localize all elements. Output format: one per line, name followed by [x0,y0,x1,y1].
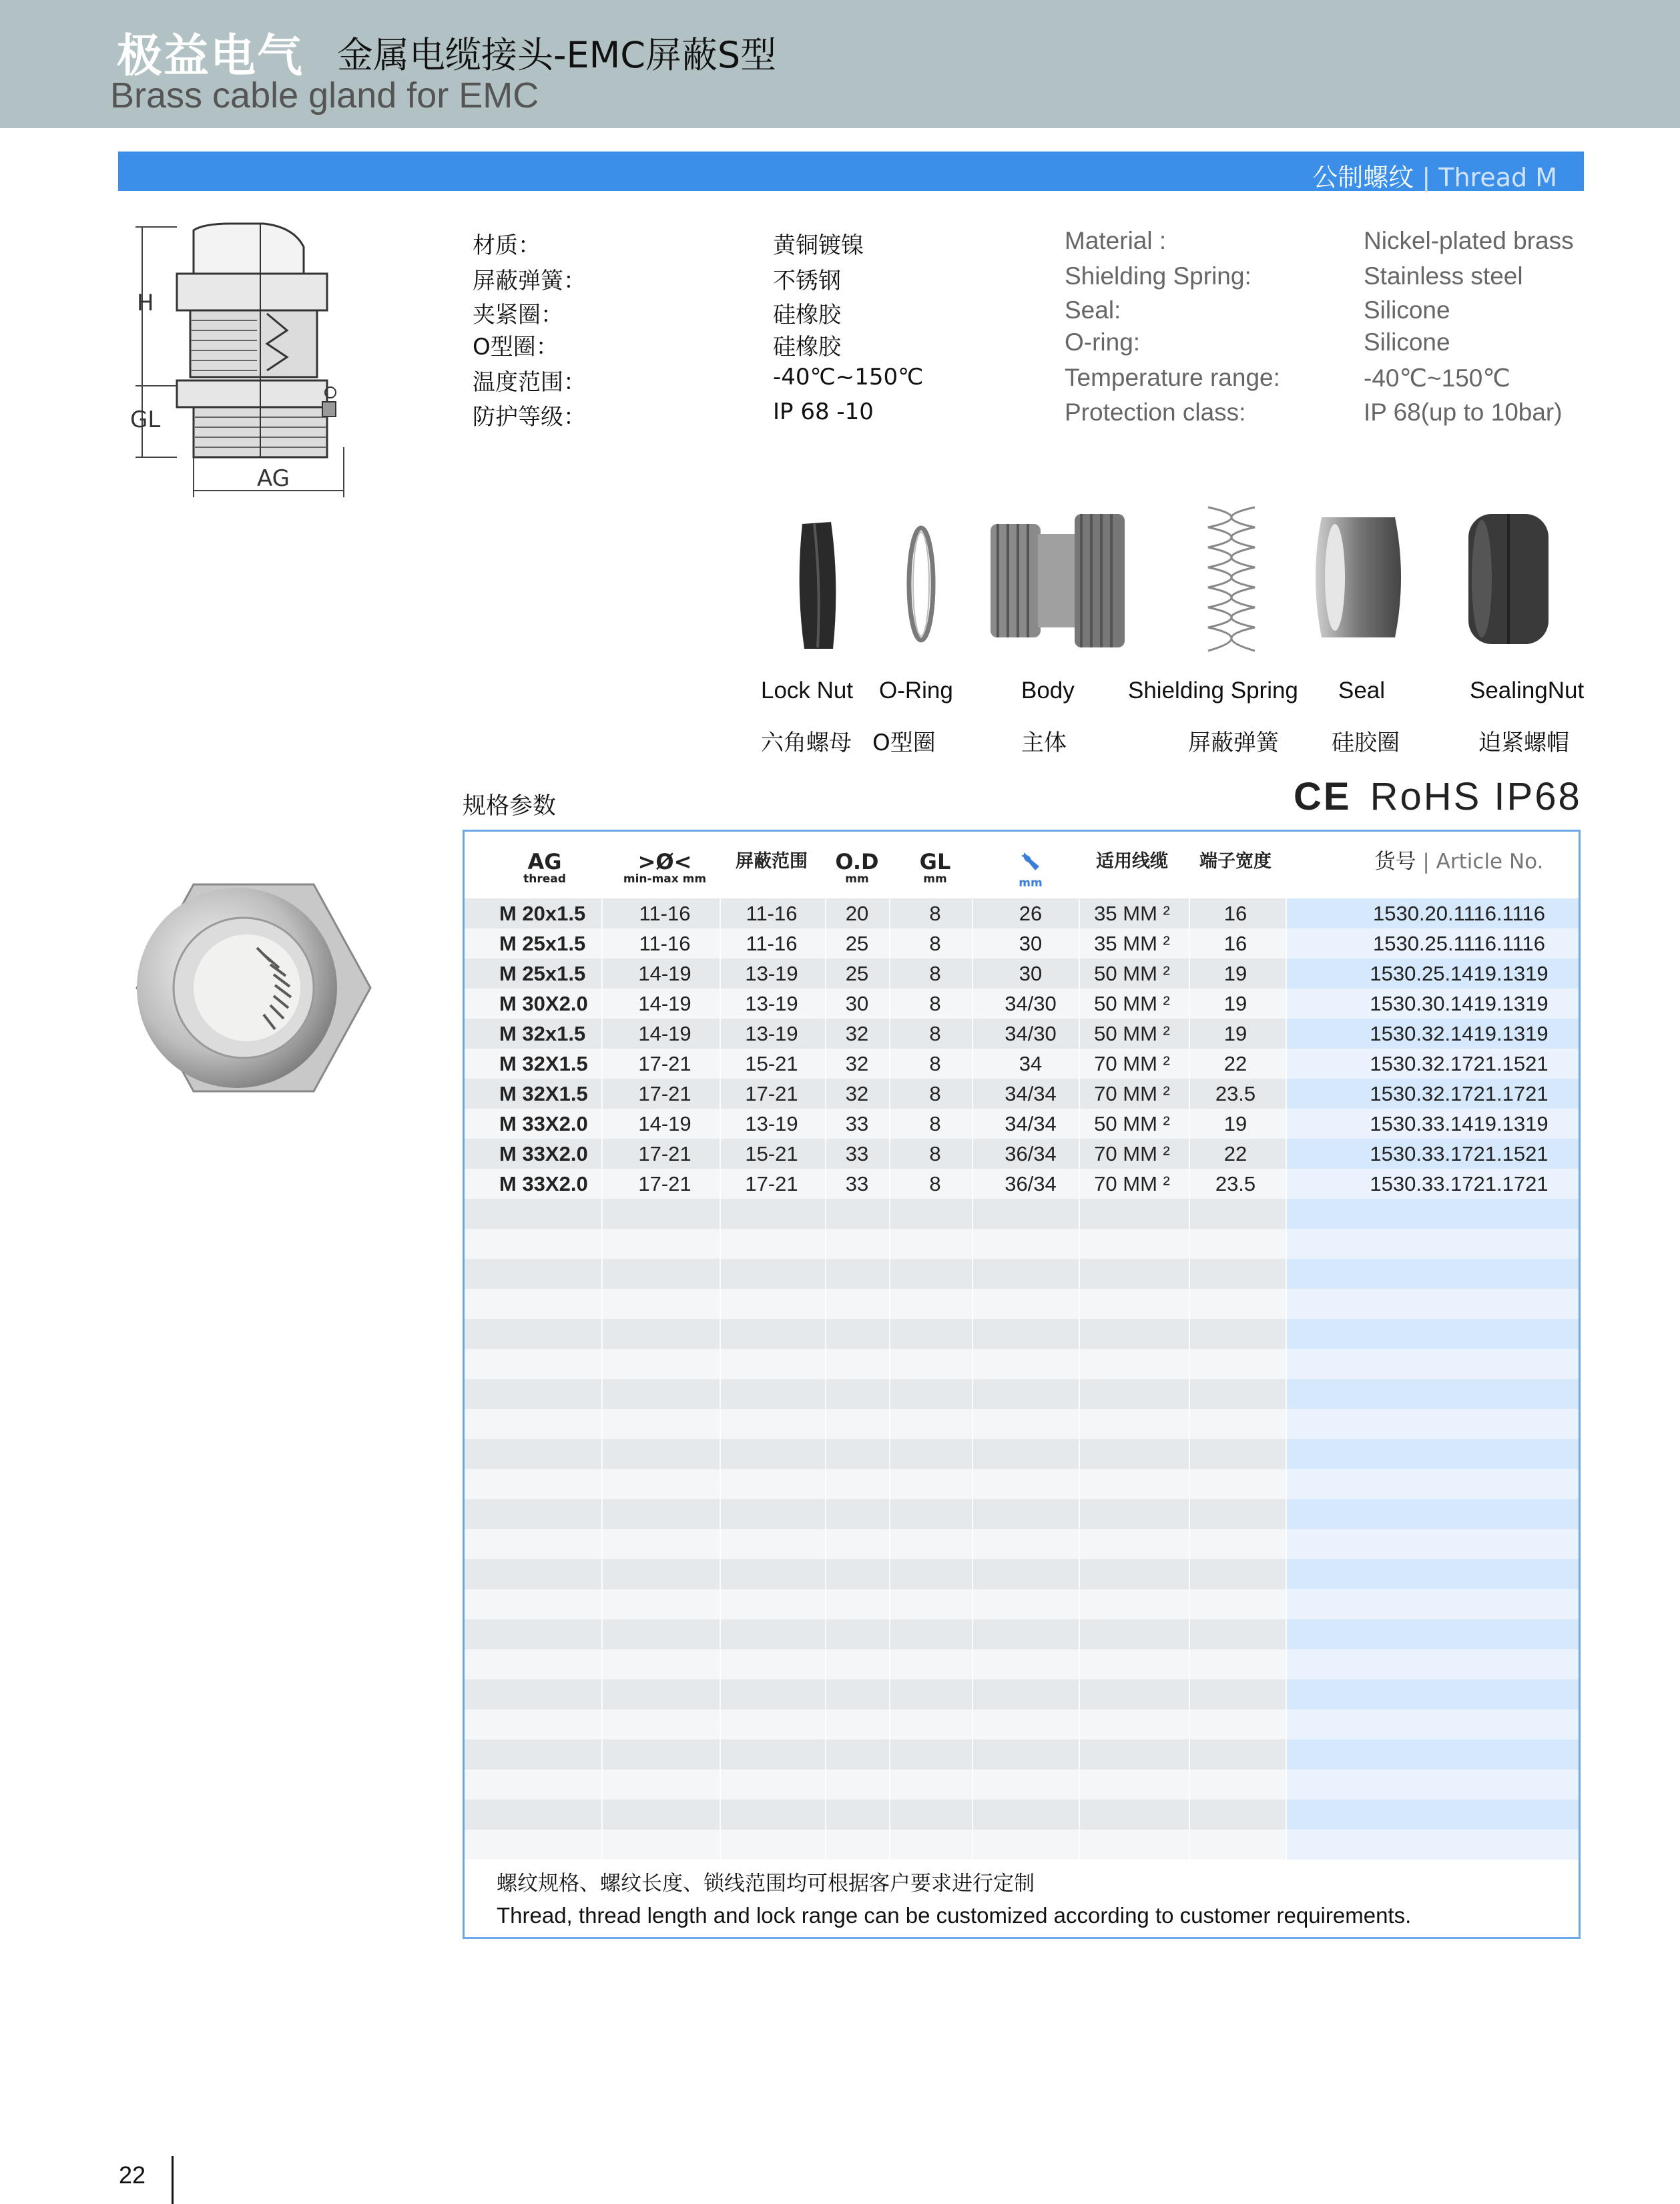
table-column-line [889,895,890,1886]
diagram-gl-label: GL [130,406,161,433]
spec-en-label: Protection class: [1065,398,1246,426]
table-stripe-right [1286,1529,1579,1559]
table-cell: 8 [929,1142,941,1165]
body-icon [988,511,1128,651]
table-cell: 36/34 [1005,1142,1057,1165]
table-header-unit: mm [1019,876,1043,890]
table-cell: 16 [1223,902,1247,925]
table-header-unit: mm [845,872,869,886]
spec-en-value: Stainless steel [1364,262,1523,290]
table-cell: 34/30 [1005,1022,1057,1045]
part-label-en: Lock Nut [761,677,854,704]
part-label-en: Body [1021,677,1075,704]
spec-cn-label: 防护等级： [473,404,586,431]
table-stripe-left [465,1469,1286,1499]
sealing-nut-icon [1462,511,1555,647]
table-cell: 33 [845,1142,869,1165]
table-stripe [465,1529,1579,1559]
table-stripe-right [1286,1800,1579,1830]
table-stripe-left [465,1319,1286,1349]
table-stripe-right [1286,1259,1579,1289]
table-stripe [465,1649,1579,1679]
table-stripe-left [465,1349,1286,1379]
table-stripe-left [465,1679,1286,1709]
table-header-cell [827,850,887,885]
table-cell: 14-19 [638,1112,691,1135]
table-cell: 8 [929,1052,941,1075]
table-cell: 1530.20.1116.1116 [1372,902,1545,925]
table-header-cell [1326,850,1581,873]
table-stripe-right [1286,1409,1579,1439]
part-label-en: Shielding Spring [1128,677,1298,704]
table-cell: 25 [845,962,869,985]
table-header-label: >Ø< [637,849,692,874]
table-header-cell [488,850,601,885]
table-stripe-right [1286,1589,1579,1619]
part-label-cn: 屏蔽弹簧 [1188,730,1279,756]
title-en: Brass cable gland for EMC [110,75,539,115]
table-cell: 23.5 [1215,1082,1256,1105]
table-cell: 1530.30.1419.1319 [1370,992,1549,1015]
table-cell: M 30X2.0 [499,992,588,1015]
table-column-line [720,895,721,1886]
table-stripe [465,1379,1579,1409]
spec-cn-value: -40℃~150℃ [773,364,924,390]
table-cell: 34/34 [1005,1112,1057,1135]
table-cell: 33 [845,1172,869,1195]
table-stripe [465,1289,1579,1319]
table-stripe-left [465,1409,1286,1439]
table-header-cell [1075,850,1189,873]
spec-en-value: Silicone [1364,328,1450,356]
table-stripe-right [1286,1649,1579,1679]
table-cell: 17-21 [638,1172,691,1195]
table-stripe [465,1679,1579,1709]
table-stripe-left [465,1559,1286,1589]
spec-cn-value: 硅橡胶 [773,334,841,360]
spec-table [463,830,1581,1939]
table-stripe-left [465,1199,1286,1229]
table-cell: 1530.33.1721.1521 [1370,1142,1549,1165]
table-cell: 19 [1223,962,1247,985]
title-cn: 金属电缆接头-EMC屏蔽S型 [337,34,777,76]
table-stripe-left [465,1439,1286,1469]
table-stripe-left [465,1289,1286,1319]
wrench-icon [1019,850,1042,873]
table-stripe-left [465,1379,1286,1409]
table-cell: 17-21 [638,1082,691,1105]
table-stripe-left [465,1800,1286,1830]
table-cell: 32 [845,1052,869,1075]
article-header-cn: 货号 [1374,850,1416,874]
table-header-label: 屏蔽范围 [736,851,808,872]
table-cell: 17-21 [745,1082,798,1105]
thread-bar [118,152,1584,191]
table-cell: 1530.33.1419.1319 [1370,1112,1549,1135]
table-cell: 17-21 [638,1052,691,1075]
part-label-cn: O型圈 [872,730,936,756]
part-label-en: O-Ring [879,677,953,704]
table-cell: 25 [845,932,869,955]
part-label-cn: 迫紧螺帽 [1478,730,1569,756]
table-header-label [1326,850,1581,873]
spec-en-value: IP 68(up to 10bar) [1364,398,1563,426]
table-stripe-left [465,1529,1286,1559]
table-column-line [1286,895,1287,1886]
ce-mark-icon: CE [1294,775,1352,818]
seal-icon [1308,514,1408,641]
table-stripe [465,1319,1579,1349]
table-cell: 50 MM ² [1094,992,1170,1015]
table-header-unit: thread [523,872,566,886]
table-stripe [465,1469,1579,1499]
table-header-label: 端子宽度 [1199,851,1272,872]
table-column-line [825,895,826,1886]
table-cell: 22 [1223,1052,1247,1075]
table-cell: 19 [1223,1022,1247,1045]
table-cell: M 32x1.5 [499,1022,586,1045]
table-stripe-left [465,1229,1286,1259]
table-stripe-right [1286,1229,1579,1259]
table-cell: M 33X2.0 [499,1142,588,1165]
table-cell: 22 [1223,1142,1247,1165]
table-cell: 14-19 [638,1022,691,1045]
table-cell: 34/34 [1005,1082,1057,1105]
table-stripe [465,1619,1579,1649]
table-cell: 70 MM ² [1094,1082,1170,1105]
thread-label-cn: 公制螺纹 [1312,163,1414,192]
table-cell: 8 [929,1022,941,1045]
table-stripe-right [1286,1679,1579,1709]
spec-cn-label: O型圈： [473,334,559,360]
table-cell: 8 [929,1082,941,1105]
table-cell: 23.5 [1215,1172,1256,1195]
diagram-ag-label: AG [257,465,290,492]
spec-cn-label: 夹紧圈： [473,302,563,328]
part-label-en: Seal [1338,677,1386,704]
o-ring-icon [904,524,938,644]
table-header-cell [618,850,712,885]
table-cell: 14-19 [638,992,691,1015]
spec-en-value: Silicone [1364,296,1450,324]
table-cell: 26 [1019,902,1043,925]
lock-nut-icon [794,521,841,651]
table-stripe-right [1286,1349,1579,1379]
table-cell: 13-19 [745,1022,798,1045]
thread-label-en: Thread M [1438,163,1557,192]
dimension-diagram [130,220,370,501]
table-stripe-right [1286,1739,1579,1769]
spec-en-label: Seal: [1065,296,1121,324]
spec-cn-value: 不锈钢 [773,268,841,294]
shielding-spring-icon [1195,501,1268,657]
table-cell: 36/34 [1005,1172,1057,1195]
spec-cn-label: 材质： [473,232,541,259]
table-stripe [465,1559,1579,1589]
table-cell: M 20x1.5 [499,902,586,925]
table-note-en: Thread, thread length and lock range can be customized according to customer requirements. [497,1903,1412,1928]
table-cell: 13-19 [745,1112,798,1135]
spec-en-value: -40℃~150℃ [1364,364,1510,392]
part-label-cn: 六角螺母 [761,730,852,756]
table-cell: 33 [845,1112,869,1135]
table-stripe [465,1199,1579,1229]
table-stripe [465,1499,1579,1529]
table-stripe-right [1286,1559,1579,1589]
article-header-en: | Article No. [1416,850,1544,874]
table-stripe-right [1286,1439,1579,1469]
table-cell: 1530.25.1116.1116 [1372,932,1545,955]
table-stripe-right [1286,1619,1579,1649]
diagram-h-label: H [137,290,154,316]
table-header-unit: min-max mm [623,872,707,886]
table-cell: 15-21 [745,1142,798,1165]
table-cell: 20 [845,902,869,925]
table-stripe [465,1800,1579,1830]
table-cell: 35 MM ² [1094,902,1170,925]
table-cell: M 25x1.5 [499,962,586,985]
thread-label-sep: | [1414,163,1439,192]
table-cell: 70 MM ² [1094,1172,1170,1195]
table-cell: 32 [845,1082,869,1105]
table-stripe [465,1349,1579,1379]
table-stripe [465,1259,1579,1289]
table-cell: 70 MM ² [1094,1052,1170,1075]
table-cell: 8 [929,932,941,955]
table-cell: 1530.32.1419.1319 [1370,1022,1549,1045]
table-cell: 17-21 [638,1142,691,1165]
table-stripe-left [465,1769,1286,1800]
table-header-cell [1195,850,1276,873]
spec-en-label: Temperature range: [1065,364,1280,391]
table-header-label: AG [527,849,562,874]
spec-cn-value: 黄铜镀镍 [773,232,864,259]
table-note-cn: 螺纹规格、螺纹长度、锁线范围均可根据客户要求进行定制 [497,1872,1035,1896]
table-cell: 70 MM ² [1094,1142,1170,1165]
table-cell: 35 MM ² [1094,932,1170,955]
table-cell: 8 [929,1172,941,1195]
table-cell: 11-16 [639,902,691,925]
table-stripe-left [465,1259,1286,1289]
table-column-line [972,895,973,1886]
table-header-label: GL [919,849,951,874]
part-label-en: SealingNut [1470,677,1585,704]
table-cell: 8 [929,962,941,985]
spec-cn-label: 屏蔽弹簧： [473,268,586,294]
table-stripe-right [1286,1769,1579,1800]
spec-en-value: Nickel-plated brass [1364,227,1574,254]
table-stripe-left [465,1830,1286,1860]
spec-cn-value: 硅橡胶 [773,302,841,328]
table-header-cell [722,850,822,873]
table-header-unit: mm [923,872,947,886]
part-label-cn: 主体 [1021,730,1067,756]
table-stripe [465,1409,1579,1439]
table-stripe-right [1286,1319,1579,1349]
table-cell: 8 [929,992,941,1015]
table-stripe-right [1286,1199,1579,1229]
table-cell: M 32X1.5 [499,1082,588,1105]
table-cell: 13-19 [745,992,798,1015]
table-stripe-right [1286,1709,1579,1739]
table-header-label [994,850,1067,877]
spec-en-label: Material : [1065,227,1167,254]
table-cell: 50 MM ² [1094,1112,1170,1135]
page-number: 22 [119,2161,146,2189]
table-stripe [465,1769,1579,1800]
table-stripe [465,1589,1579,1619]
table-cell: 1530.25.1419.1319 [1370,962,1549,985]
table-cell: 30 [845,992,869,1015]
table-stripe-left [465,1709,1286,1739]
table-cell: 14-19 [638,962,691,985]
table-cell: 19 [1223,1112,1247,1135]
spec-cn-label: 温度范围： [473,369,586,396]
table-cell: 11-16 [746,902,798,925]
table-stripe [465,1830,1579,1860]
table-cell: 34 [1019,1052,1043,1075]
table-cell: 30 [1019,932,1043,955]
certifications [1294,774,1582,819]
part-label-cn: 硅胶圈 [1332,730,1400,756]
spec-en-label: O-ring: [1065,328,1141,356]
table-stripe-left [465,1739,1286,1769]
table-header-label: O.D [835,849,879,874]
table-stripe-left [465,1649,1286,1679]
product-photo [120,874,380,1101]
table-cell: 30 [1019,962,1043,985]
table-cell: M 33X2.0 [499,1172,588,1195]
spec-cn-value: IP 68 -10 [773,398,874,425]
table-cell: 16 [1223,932,1247,955]
table-stripe-right [1286,1379,1579,1409]
table-stripe-right [1286,1469,1579,1499]
spec-en-label: Shielding Spring: [1065,262,1251,290]
table-cell: 32 [845,1022,869,1045]
table-cell: 8 [929,902,941,925]
table-stripe [465,1709,1579,1739]
table-cell: 50 MM ² [1094,962,1170,985]
thread-label [1312,157,1557,194]
table-cell: 1530.32.1721.1721 [1370,1082,1549,1105]
table-cell: M 32X1.5 [499,1052,588,1075]
table-cell: 17-21 [745,1172,798,1195]
table-stripe [465,1439,1579,1469]
brand-name: 极益电气 [117,30,304,83]
table-stripe-right [1286,1830,1579,1860]
spec-section-title: 规格参数 [463,793,557,820]
table-column-line [1189,895,1190,1886]
table-cell: 11-16 [639,932,691,955]
table-stripe-left [465,1619,1286,1649]
table-stripe-right [1286,1499,1579,1529]
table-cell: 8 [929,1112,941,1135]
table-stripe-left [465,1589,1286,1619]
table-cell: 13-19 [745,962,798,985]
table-stripe [465,1739,1579,1769]
table-header-label: 适用线缆 [1096,851,1168,872]
table-stripe-left [465,1499,1286,1529]
table-stripe [465,1229,1579,1259]
page-number-divider [172,2156,174,2204]
table-cell: 34/30 [1005,992,1057,1015]
table-cell: 1530.32.1721.1521 [1370,1052,1549,1075]
table-header-cell [905,850,965,885]
table-cell: M 33X2.0 [499,1112,588,1135]
table-cell: 11-16 [746,932,798,955]
table-cell: 15-21 [745,1052,798,1075]
table-cell: 19 [1223,992,1247,1015]
table-stripe-right [1286,1289,1579,1319]
table-header-cell [994,850,1067,889]
table-cell: 1530.33.1721.1721 [1370,1172,1549,1195]
certifications-text: RoHS IP68 [1370,775,1582,818]
table-cell: 50 MM ² [1094,1022,1170,1045]
table-cell: M 25x1.5 [499,932,586,955]
